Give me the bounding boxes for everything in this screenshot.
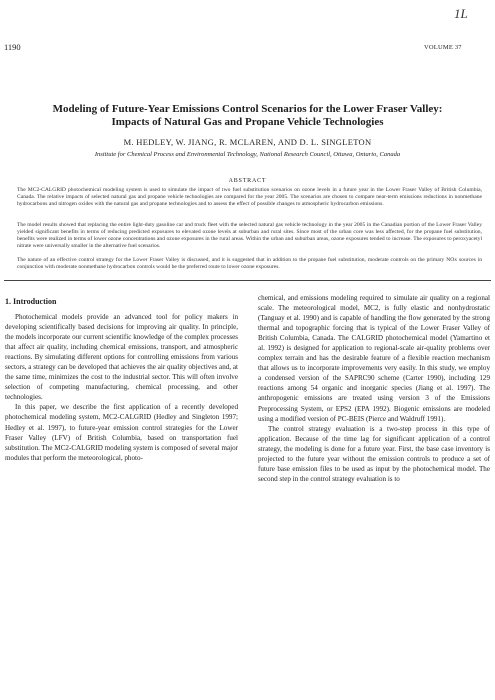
abstract-paragraph-3: The nature of an effective control strategy for the Lower Fraser Valley is discussed, and it is suggested that in addition to the propane fuel substitution, moderate controls on the primary NOx sources in conjunction with moderate nonmethane hydrocarbon controls would be the preferred route to lower ozone exposures. <box>17 257 482 270</box>
paper-title <box>10 103 485 129</box>
author-affiliation: Institute for Chemical Process and Environmental Technology, National Research Council, Ottawa, Ontario, Canada <box>94 151 401 158</box>
journal-volume: VOLUME 37 <box>424 44 462 51</box>
section-heading-introduction: 1. Introduction <box>5 297 57 306</box>
title-line-1: Modeling of Future-Year Emissions Control Scenarios for the Lower Fraser Valley: <box>52 103 443 115</box>
section-divider <box>4 280 491 281</box>
handwritten-page-mark: 1L <box>454 6 468 21</box>
body-column-left <box>5 312 238 463</box>
intro-paragraph-2-continued: chemical, and emissions modeling required to simulate air quality on a regional scale. The meteorological model, MC2, is fully elastic and nonhydrostatic (Tanguay et al. 1990) and is capable of handling the flow generated by the strong thermal and topographic forcing that is typical of the Lower Fraser Valley of British Columbia, Canada. The CALGRID photochemical model (Yamartino et al. 1992) is designed for application to regional-scale air-quality problems over complex terrain and has the desirable feature of a flexible reaction mechanism that allows us to incorporate improvements very easily. In this study, we employ a condensed version of the SAPRC90 scheme (Carter 1990), including 129 reactions among 54 organic and inorganic species (Jiang et al. 1997). The anthropogenic emissions are treated using version 3 of the Emissions Preprocessing System, or EPS2 (EPA 1992). Biogenic emissions are modeled using a modified version of PC-BEIS (Pierce and Waldruff 1991). <box>258 294 490 423</box>
title-line-2: Impacts of Natural Gas and Propane Vehicle Technologies <box>111 116 384 128</box>
page-number: 1190 <box>4 42 21 52</box>
abstract-heading: ABSTRACT <box>228 178 267 184</box>
abstract-paragraph-2: The model results showed that replacing the entire light-duty gasoline car and truck fleet with the selected natural gas vehicle technology in the year 2005 in the Canadian portion of the Lower Fraser Valley yielded significant benefits in terms of reducing predicted exposures to elevated ozone levels at suburban and rural sites. Since most of the urban core was less affected, for the propane fuel substitution, benefits were realized in terms of lower ozone concentrations and ozone exposures in the rural areas. Within the urban and suburban areas, ozone exposures tended to increase. The exposures to peroxyacetyl nitrate were universally smaller in the alternative fuel scenarios. <box>17 222 482 249</box>
intro-paragraph-2: In this paper, we describe the first application of a recently developed photochemical modeling system, MC2-CALGRID (Hedley and Singleton 1997; Hedley et al. 1997), to future-year emission control strategies for the Lower Fraser Valley (LFV) of British Columbia, based on transportation fuel substitution. The MC2-CALGRID modeling system is composed of several major modules that perform the meteorological, photo- <box>5 403 238 462</box>
author-list: M. HEDLEY, W. JIANG, R. MCLAREN, AND D. L. SINGLETON <box>123 137 372 147</box>
intro-paragraph-3: The control strategy evaluation is a two-step process in this type of application. Because of the time lag for significant application of a control strategy, the modeling is done for a future year. First, the base case inventory is projected to the future year without the emission controls to produce a set of future base emission files to be used as input by the photochemical model. The second step in the control strategy evaluation is to <box>258 424 490 483</box>
abstract-paragraph-1: The MC2-CALGRID photochemical modeling system is used to simulate the impact of two fuel substitution scenarios on ozone levels in a future year in the Lower Fraser Valley of British Columbia, Canada. The relative impacts of selected natural gas and propane vehicle technologies are compared for the year 2005. The scenarios are chosen to compare near-term emissions reductions in nonmethane hydrocarbons and nitrogen oxides with the natural gas and propane technologies and to assess the effect of possible changes to atmospheric hydrocarbon emissions. <box>17 187 482 207</box>
intro-paragraph-1: Photochemical models provide an advanced tool for policy makers in developing scientifically based decisions for improving air quality. In principle, the models incorporate our current scientific knowledge of the complex processes that affect air quality, including chemical emissions, transport, and atmospheric reactions. By simulating different options for controlling emissions from various sectors, a strategy can be developed that achieves the air quality objectives and, at the same time, minimizes the cost to the industrial sector. This will often involve selection of competing manufacturing, chemical processing, and other technologies. <box>5 313 238 402</box>
body-column-right <box>258 293 490 484</box>
